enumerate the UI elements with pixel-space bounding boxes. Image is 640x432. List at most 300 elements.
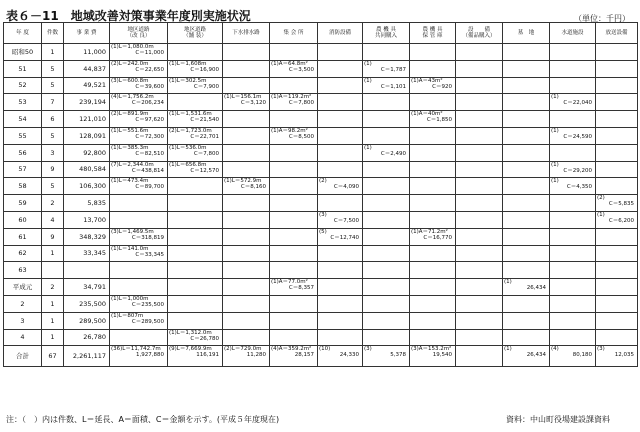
table-row bbox=[4, 295, 638, 312]
table-cell bbox=[168, 178, 223, 195]
table-cell: (1)L＝807m C＝289,500 bbox=[110, 312, 168, 329]
table-cell bbox=[596, 94, 638, 111]
table-cell: (1)L＝473.4m C＝89,700 bbox=[110, 178, 168, 195]
table-cell: (1)L＝1,080.0m C＝11,000 bbox=[110, 44, 168, 61]
table-cell bbox=[110, 262, 168, 279]
table-cell bbox=[456, 329, 503, 346]
count-cell: 9 bbox=[42, 161, 64, 178]
table-cell bbox=[410, 178, 456, 195]
table-cell bbox=[318, 161, 363, 178]
table-cell bbox=[318, 312, 363, 329]
table-cell bbox=[223, 161, 270, 178]
table-cell bbox=[456, 94, 503, 111]
table-cell bbox=[503, 262, 550, 279]
year-cell: 53 bbox=[4, 94, 42, 111]
table-cell bbox=[410, 245, 456, 262]
table-cell bbox=[168, 44, 223, 61]
table-cell bbox=[596, 312, 638, 329]
year-cell: 2 bbox=[4, 295, 42, 312]
table-cell: (1)L＝656.8m C＝12,570 bbox=[168, 161, 223, 178]
table-cell bbox=[550, 312, 596, 329]
total-cell: 44,837 bbox=[64, 60, 110, 77]
table-cell bbox=[410, 211, 456, 228]
year-cell: 合計 bbox=[4, 346, 42, 367]
table-cell bbox=[363, 44, 410, 61]
total-cell: 289,500 bbox=[64, 312, 110, 329]
table-cell: (2)L＝242.0m C＝22,650 bbox=[110, 60, 168, 77]
table-cell bbox=[168, 279, 223, 296]
table-cell bbox=[363, 178, 410, 195]
table-cell bbox=[503, 211, 550, 228]
table-row bbox=[4, 312, 638, 329]
table-cell bbox=[410, 295, 456, 312]
total-cell: 128,091 bbox=[64, 127, 110, 144]
year-cell: 3 bbox=[4, 312, 42, 329]
table-cell bbox=[596, 77, 638, 94]
table-cell bbox=[363, 245, 410, 262]
column-header: 墓 地 bbox=[503, 23, 550, 44]
table-cell bbox=[503, 111, 550, 128]
table-cell bbox=[456, 245, 503, 262]
table-cell bbox=[456, 312, 503, 329]
table-cell bbox=[456, 178, 503, 195]
table-cell bbox=[550, 228, 596, 245]
table-cell bbox=[503, 94, 550, 111]
table-cell: (5) C＝12,740 bbox=[318, 228, 363, 245]
count-cell: 7 bbox=[42, 94, 64, 111]
table-cell bbox=[410, 94, 456, 111]
table-cell: (1)A＝64.8m² C＝3,500 bbox=[270, 60, 318, 77]
table-cell bbox=[363, 262, 410, 279]
table-cell bbox=[363, 94, 410, 111]
table-cell bbox=[503, 195, 550, 212]
count-cell: 1 bbox=[42, 295, 64, 312]
table-cell: (3)A＝153.2m² 19,540 bbox=[410, 346, 456, 367]
year-cell: 59 bbox=[4, 195, 42, 212]
table-cell: (1)A＝71.2m² C＝16,770 bbox=[410, 228, 456, 245]
table-cell bbox=[596, 262, 638, 279]
count-cell: 2 bbox=[42, 279, 64, 296]
table-cell: (3) 12,035 bbox=[596, 346, 638, 367]
table-cell bbox=[550, 262, 596, 279]
year-cell: 4 bbox=[4, 329, 42, 346]
page-title: 表６－11 地域改善対策事業年度別実施状況 bbox=[6, 9, 251, 23]
table-cell bbox=[363, 295, 410, 312]
table-cell: (2)L＝729.0m 11,280 bbox=[223, 346, 270, 367]
column-header: 放送設備 bbox=[596, 23, 638, 44]
count-cell: 2 bbox=[42, 195, 64, 212]
summary-row bbox=[4, 346, 638, 367]
table-cell bbox=[503, 312, 550, 329]
table-cell bbox=[456, 44, 503, 61]
table-cell bbox=[270, 228, 318, 245]
year-cell: 51 bbox=[4, 60, 42, 77]
table-cell bbox=[318, 245, 363, 262]
column-header: 地区道路 （舗 装） bbox=[168, 23, 223, 44]
table-cell bbox=[363, 127, 410, 144]
table-cell bbox=[110, 279, 168, 296]
table-cell bbox=[223, 127, 270, 144]
table-cell bbox=[223, 295, 270, 312]
table-cell: (1)L＝1,531.6m C＝21,540 bbox=[168, 111, 223, 128]
table-cell: (3) C＝7,500 bbox=[318, 211, 363, 228]
table-cell bbox=[550, 60, 596, 77]
total-cell: 11,000 bbox=[64, 44, 110, 61]
year-cell: 58 bbox=[4, 178, 42, 195]
table-cell: (10) 24,330 bbox=[318, 346, 363, 367]
table-cell bbox=[223, 44, 270, 61]
total-cell: 348,329 bbox=[64, 228, 110, 245]
table-cell bbox=[456, 161, 503, 178]
table-cell bbox=[223, 262, 270, 279]
table-cell bbox=[596, 279, 638, 296]
total-cell: 49,521 bbox=[64, 77, 110, 94]
table-cell bbox=[223, 312, 270, 329]
table-cell: (3)L＝1,469.5m C＝318,819 bbox=[110, 228, 168, 245]
count-cell bbox=[42, 262, 64, 279]
table-row bbox=[4, 245, 638, 262]
table-cell: (7)L＝2,344.0m C＝438,814 bbox=[110, 161, 168, 178]
table-cell bbox=[596, 329, 638, 346]
table-cell: (1) C＝4,350 bbox=[550, 178, 596, 195]
table-header bbox=[4, 23, 638, 44]
footnote: 注：（ ）内は件数、L＝延長、A＝面積、C＝金額を示す。(平成５年度現在) bbox=[6, 415, 280, 424]
table-cell bbox=[270, 161, 318, 178]
table-row bbox=[4, 262, 638, 279]
table-cell bbox=[550, 295, 596, 312]
table-cell bbox=[410, 161, 456, 178]
table-row bbox=[4, 211, 638, 228]
year-cell: 昭和50 bbox=[4, 44, 42, 61]
table-cell bbox=[318, 127, 363, 144]
count-cell: 4 bbox=[42, 211, 64, 228]
count-cell: 3 bbox=[42, 144, 64, 161]
total-cell: 480,584 bbox=[64, 161, 110, 178]
column-header: 消防設備 bbox=[318, 23, 363, 44]
table-cell bbox=[270, 295, 318, 312]
table-cell bbox=[456, 228, 503, 245]
table-cell: (1)L＝572.9m C＝8,160 bbox=[223, 178, 270, 195]
table-cell: (1)A＝77.0m² C＝8,357 bbox=[270, 279, 318, 296]
column-header: 設 備 （備品購入） bbox=[456, 23, 503, 44]
table-cell: (1)L＝1,608m C＝16,900 bbox=[168, 60, 223, 77]
table-cell bbox=[363, 279, 410, 296]
table-cell bbox=[410, 144, 456, 161]
table-cell: (1)L＝551.6m C＝72,300 bbox=[110, 127, 168, 144]
table-cell bbox=[596, 228, 638, 245]
table-row bbox=[4, 77, 638, 94]
table-cell: (1)A＝40m² C＝1,850 bbox=[410, 111, 456, 128]
table-cell bbox=[456, 262, 503, 279]
table-cell bbox=[223, 245, 270, 262]
total-cell: 106,300 bbox=[64, 178, 110, 195]
table-cell: (1) 26,434 bbox=[503, 279, 550, 296]
table-cell bbox=[550, 279, 596, 296]
table-cell bbox=[503, 60, 550, 77]
table-cell bbox=[503, 127, 550, 144]
count-cell: 67 bbox=[42, 346, 64, 367]
table-cell bbox=[270, 178, 318, 195]
year-cell: 平成元 bbox=[4, 279, 42, 296]
year-cell: 62 bbox=[4, 245, 42, 262]
column-header: 水道施設 bbox=[550, 23, 596, 44]
table-cell bbox=[168, 94, 223, 111]
table-cell bbox=[318, 295, 363, 312]
table-cell bbox=[223, 144, 270, 161]
total-cell bbox=[64, 262, 110, 279]
table-row bbox=[4, 94, 638, 111]
table-cell: (2)L＝891.9m C＝97,620 bbox=[110, 111, 168, 128]
table-cell bbox=[223, 195, 270, 212]
total-cell: 235,500 bbox=[64, 295, 110, 312]
table-cell bbox=[270, 262, 318, 279]
table-cell: (1) C＝1,101 bbox=[363, 77, 410, 94]
table-cell: (1) C＝29,200 bbox=[550, 161, 596, 178]
table-cell bbox=[270, 329, 318, 346]
unit-label: （単位：千円） bbox=[574, 14, 630, 23]
total-cell: 26,780 bbox=[64, 329, 110, 346]
table-row bbox=[4, 195, 638, 212]
table-cell: (1)A＝98.2m² C＝8,500 bbox=[270, 127, 318, 144]
table-cell bbox=[270, 111, 318, 128]
table-cell bbox=[318, 60, 363, 77]
table-cell bbox=[410, 195, 456, 212]
table-cell bbox=[363, 228, 410, 245]
table-cell bbox=[596, 44, 638, 61]
column-header: 事 業 費 bbox=[64, 23, 110, 44]
count-cell: 1 bbox=[42, 329, 64, 346]
table-row bbox=[4, 144, 638, 161]
table-cell bbox=[168, 295, 223, 312]
table-cell bbox=[223, 111, 270, 128]
table-cell: (4)L＝1,756.2m C＝206,234 bbox=[110, 94, 168, 111]
table-cell bbox=[456, 295, 503, 312]
table-cell bbox=[550, 77, 596, 94]
table-cell bbox=[363, 161, 410, 178]
total-cell: 5,835 bbox=[64, 195, 110, 212]
table-cell bbox=[110, 195, 168, 212]
column-header: 年 度 bbox=[4, 23, 42, 44]
table-cell bbox=[363, 329, 410, 346]
table-row bbox=[4, 178, 638, 195]
table-cell bbox=[503, 228, 550, 245]
year-cell: 60 bbox=[4, 211, 42, 228]
table-cell bbox=[550, 211, 596, 228]
source-note: 資料：中山町役場建設課資料 bbox=[506, 415, 610, 424]
table-cell: (1) C＝22,040 bbox=[550, 94, 596, 111]
table-cell bbox=[456, 60, 503, 77]
table-cell bbox=[596, 295, 638, 312]
table-cell bbox=[596, 245, 638, 262]
table-cell bbox=[168, 312, 223, 329]
total-cell: 121,010 bbox=[64, 111, 110, 128]
table-row bbox=[4, 279, 638, 296]
table-row bbox=[4, 228, 638, 245]
table-row bbox=[4, 111, 638, 128]
table-cell: (1) C＝2,490 bbox=[363, 144, 410, 161]
table-cell: (1)L＝302.5m C＝7,900 bbox=[168, 77, 223, 94]
table-cell bbox=[456, 144, 503, 161]
table-cell bbox=[110, 211, 168, 228]
year-cell: 54 bbox=[4, 111, 42, 128]
table-cell bbox=[410, 312, 456, 329]
table-cell: (1)L＝536.0m C＝7,800 bbox=[168, 144, 223, 161]
total-cell: 2,261,117 bbox=[64, 346, 110, 367]
count-cell: 1 bbox=[42, 312, 64, 329]
table-cell bbox=[168, 211, 223, 228]
table-cell: (9)L＝7,669.9m 116,191 bbox=[168, 346, 223, 367]
table-cell bbox=[270, 211, 318, 228]
table-row bbox=[4, 127, 638, 144]
table-cell bbox=[270, 195, 318, 212]
table-cell bbox=[550, 111, 596, 128]
table-cell bbox=[318, 144, 363, 161]
year-cell: 57 bbox=[4, 161, 42, 178]
table-cell bbox=[110, 329, 168, 346]
total-cell: 34,791 bbox=[64, 279, 110, 296]
table-cell bbox=[270, 77, 318, 94]
table-cell: (2) C＝5,835 bbox=[596, 195, 638, 212]
table-cell bbox=[363, 312, 410, 329]
table-cell bbox=[318, 77, 363, 94]
table-cell bbox=[550, 329, 596, 346]
table-cell bbox=[363, 111, 410, 128]
table-cell: (4)A＝359.2m² 28,157 bbox=[270, 346, 318, 367]
project-table bbox=[3, 22, 638, 367]
table-cell bbox=[503, 295, 550, 312]
total-cell: 239,194 bbox=[64, 94, 110, 111]
table-row bbox=[4, 161, 638, 178]
table-cell bbox=[318, 44, 363, 61]
table-cell bbox=[410, 44, 456, 61]
table-cell bbox=[318, 262, 363, 279]
count-cell: 5 bbox=[42, 77, 64, 94]
table-cell bbox=[410, 329, 456, 346]
column-header: 下水排水路 bbox=[223, 23, 270, 44]
table-cell bbox=[270, 144, 318, 161]
table-cell bbox=[223, 279, 270, 296]
table-cell: (1)A＝119.2m² C＝7,800 bbox=[270, 94, 318, 111]
year-cell: 55 bbox=[4, 127, 42, 144]
table-cell bbox=[456, 195, 503, 212]
table-cell: (2) C＝4,090 bbox=[318, 178, 363, 195]
table-cell bbox=[596, 111, 638, 128]
table-cell bbox=[168, 262, 223, 279]
year-cell: 56 bbox=[4, 144, 42, 161]
table-cell: (1) C＝6,200 bbox=[596, 211, 638, 228]
count-cell: 1 bbox=[42, 44, 64, 61]
count-cell: 5 bbox=[42, 127, 64, 144]
table-cell bbox=[503, 77, 550, 94]
table-cell: (1)L＝141.0m C＝33,345 bbox=[110, 245, 168, 262]
table-cell bbox=[363, 195, 410, 212]
year-cell: 63 bbox=[4, 262, 42, 279]
column-header: 件数 bbox=[42, 23, 64, 44]
table-cell bbox=[168, 228, 223, 245]
total-cell: 33,345 bbox=[64, 245, 110, 262]
count-cell: 5 bbox=[42, 178, 64, 195]
table-cell bbox=[318, 195, 363, 212]
table-cell: (1)L＝1,312.0m C＝26,780 bbox=[168, 329, 223, 346]
table-cell bbox=[168, 245, 223, 262]
year-cell: 52 bbox=[4, 77, 42, 94]
table-cell bbox=[456, 211, 503, 228]
table-cell: (36)L＝11,742.7m 1,927,880 bbox=[110, 346, 168, 367]
table-cell bbox=[503, 245, 550, 262]
table-cell bbox=[168, 195, 223, 212]
table-cell bbox=[596, 161, 638, 178]
total-cell: 92,800 bbox=[64, 144, 110, 161]
table-cell bbox=[223, 211, 270, 228]
table-cell bbox=[550, 195, 596, 212]
table-row bbox=[4, 60, 638, 77]
table-cell bbox=[503, 161, 550, 178]
column-header: 地区道路 （改 良） bbox=[110, 23, 168, 44]
table-cell bbox=[503, 178, 550, 195]
table-cell bbox=[596, 127, 638, 144]
table-cell bbox=[223, 60, 270, 77]
table-cell: (2)L＝1,723.0m C＝22,701 bbox=[168, 127, 223, 144]
table-cell: (1)L＝156.1m C＝3,120 bbox=[223, 94, 270, 111]
table-cell: (1) C＝24,590 bbox=[550, 127, 596, 144]
table-cell: (1)L＝385.3m C＝82,510 bbox=[110, 144, 168, 161]
table-cell bbox=[410, 262, 456, 279]
table-cell bbox=[503, 144, 550, 161]
table-cell bbox=[456, 346, 503, 367]
table-cell: (3) 5,378 bbox=[363, 346, 410, 367]
table-cell bbox=[270, 44, 318, 61]
table-cell: (1) 26,434 bbox=[503, 346, 550, 367]
table-cell bbox=[410, 127, 456, 144]
total-cell: 13,700 bbox=[64, 211, 110, 228]
table-cell bbox=[550, 144, 596, 161]
table-cell bbox=[318, 279, 363, 296]
table-cell bbox=[223, 329, 270, 346]
count-cell: 1 bbox=[42, 245, 64, 262]
table-cell bbox=[596, 60, 638, 77]
table-cell bbox=[456, 77, 503, 94]
table-row bbox=[4, 329, 638, 346]
table-cell: (3)L＝600.8m C＝39,600 bbox=[110, 77, 168, 94]
table-cell bbox=[456, 279, 503, 296]
table-cell bbox=[456, 111, 503, 128]
column-header: 農 機 具 保 管 庫 bbox=[410, 23, 456, 44]
table-cell: (1) C＝1,787 bbox=[363, 60, 410, 77]
table-cell bbox=[550, 245, 596, 262]
count-cell: 5 bbox=[42, 60, 64, 77]
table-cell bbox=[318, 94, 363, 111]
table-cell bbox=[223, 77, 270, 94]
table-row bbox=[4, 44, 638, 61]
table-cell bbox=[223, 228, 270, 245]
table-cell bbox=[596, 144, 638, 161]
table-cell bbox=[318, 329, 363, 346]
table-cell bbox=[596, 178, 638, 195]
table-cell bbox=[318, 111, 363, 128]
table-cell bbox=[456, 127, 503, 144]
table-cell bbox=[270, 245, 318, 262]
table-cell bbox=[410, 279, 456, 296]
table-cell: (1)A＝43m² C＝920 bbox=[410, 77, 456, 94]
table-cell: (4) 80,180 bbox=[550, 346, 596, 367]
count-cell: 9 bbox=[42, 228, 64, 245]
table-cell bbox=[550, 44, 596, 61]
table-cell bbox=[503, 329, 550, 346]
table-cell: (1)L＝1,000m C＝235,500 bbox=[110, 295, 168, 312]
table-cell bbox=[270, 312, 318, 329]
table-cell bbox=[503, 44, 550, 61]
year-cell: 61 bbox=[4, 228, 42, 245]
